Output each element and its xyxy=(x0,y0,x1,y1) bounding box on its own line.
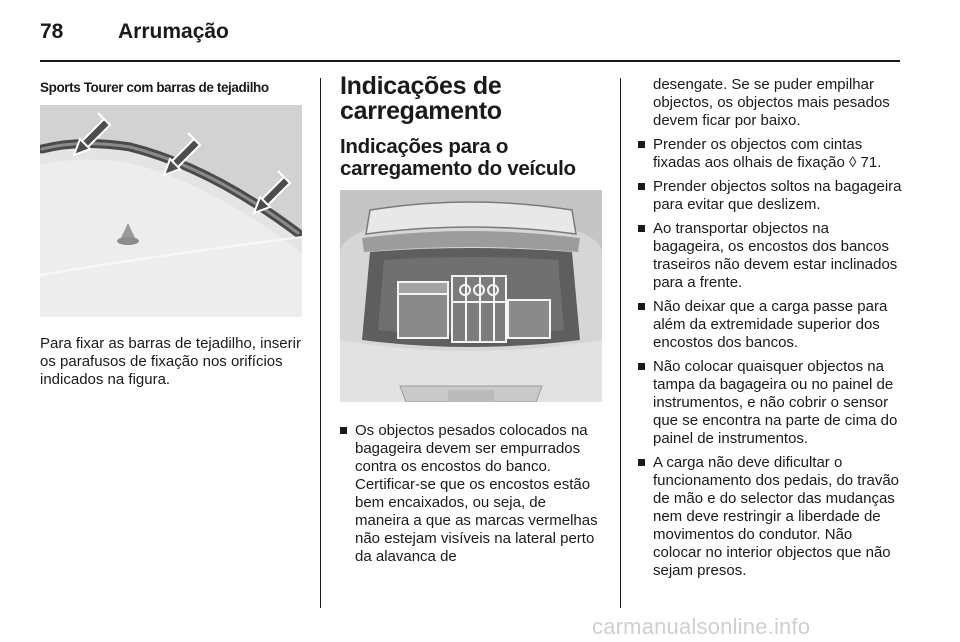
running-title: Arrumação xyxy=(118,20,229,43)
roof-rail-figure xyxy=(40,105,302,317)
list-item xyxy=(638,136,902,172)
bullet-square-icon xyxy=(638,303,645,310)
column-3 xyxy=(638,76,902,586)
list-item-text: Não deixar que a carga passe para além da extremidade superior dos encostos dos bancos. xyxy=(653,298,888,351)
boot-figure xyxy=(340,190,602,402)
list-item-text: Ao transportar objectos na bagageira, os encostos dos bancos traseiros não devem estar inclinados para a frente. xyxy=(653,220,898,291)
bullet-square-icon xyxy=(340,427,347,434)
loaded-boot-illustration-icon xyxy=(340,190,602,402)
list-item-text: A carga não deve dificultar o funcionamento dos pedais, do travão de mão e do selector das mudanças nem deve restringir a liberdade de movimentos do condutor. Não colocar no interior objectos que não sejam presos. xyxy=(653,454,899,579)
list-item xyxy=(638,454,902,580)
list-item-text: Prender objectos soltos na bagageira para evitar que deslizem. xyxy=(653,178,902,213)
column-1 xyxy=(40,74,304,389)
list-item xyxy=(638,358,902,448)
loading-tips-bullets xyxy=(638,136,902,580)
list-item xyxy=(638,220,902,292)
bullet-square-icon xyxy=(638,141,645,148)
bullet-square-icon xyxy=(638,225,645,232)
subsection-heading: Indicações para o carregamento do veículo xyxy=(340,135,576,180)
header-rule xyxy=(40,60,900,62)
list-item-text: Não colocar quaisquer objectos na tampa da bagageira ou no painel de instrumentos, e não cobrir o sensor que se encontra na parte de cima do painel de instrumentos. xyxy=(653,358,898,447)
continued-paragraph: desengate. Se se puder empilhar objectos, os objectos mais pesados devem ficar por baixo. xyxy=(653,76,890,129)
bullet-square-icon xyxy=(638,183,645,190)
column-divider-2 xyxy=(620,78,621,608)
bullet-square-icon xyxy=(638,459,645,466)
roof-rail-paragraph: Para fixar as barras de tejadilho, inserir os parafusos de fixação nos orifícios indicados na figura. xyxy=(40,335,301,388)
list-item-text: Prender os objectos com cintas fixadas aos olhais de fixação ◊ 71. xyxy=(653,136,882,171)
page-header xyxy=(40,14,900,54)
roof-rail-mounting-arrows-icon xyxy=(40,105,302,317)
list-item-text: Os objectos pesados colocados na bagageira devem ser empurrados contra os encostos do banco. Certificar-se que os encostos estão bem encaixados, ou seja, de maneira a que as marcas vermelhas não estejam visíveis na lateral perto da alavanca de xyxy=(355,422,598,565)
bullet-square-icon xyxy=(638,363,645,370)
list-item xyxy=(638,178,902,214)
list-item xyxy=(340,422,604,566)
page-number: 78 xyxy=(40,20,64,43)
list-item xyxy=(638,298,902,352)
subsection-title: Sports Tourer com barras de tejadilho xyxy=(40,80,269,95)
watermark: carmanualsonline.info xyxy=(592,614,811,639)
column-2 xyxy=(340,74,604,572)
column-divider-1 xyxy=(320,78,321,608)
section-heading: Indicações de carregamento xyxy=(340,72,502,125)
boot-loading-bullets xyxy=(340,422,604,566)
